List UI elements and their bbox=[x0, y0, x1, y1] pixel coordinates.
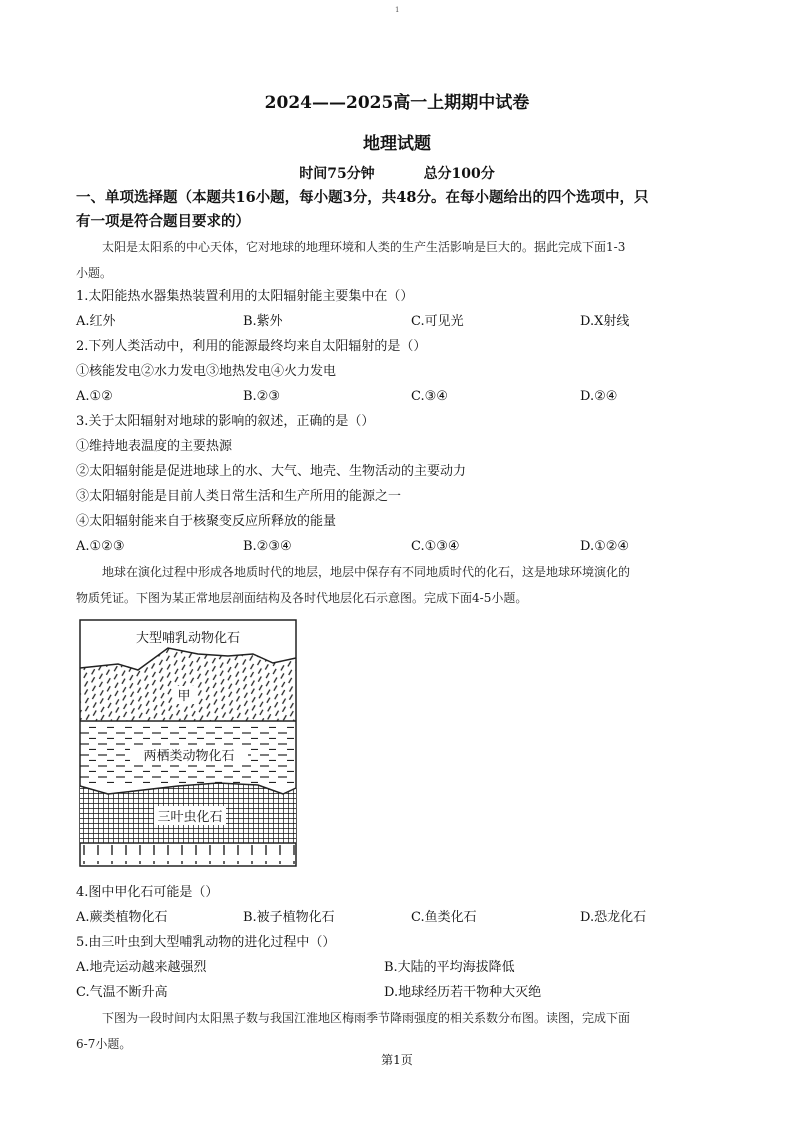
question-1-stem: 1.太阳能热水器集热装置利用的太阳辐射能主要集中在（） bbox=[76, 289, 414, 304]
option-a[interactable]: A.①② bbox=[76, 389, 113, 404]
page-footer: 第1页 bbox=[381, 1053, 413, 1067]
page-header-mark: 1 bbox=[395, 6, 400, 14]
option-c[interactable]: C.③④ bbox=[411, 389, 448, 404]
label-jia: 甲 bbox=[177, 689, 191, 704]
option-d[interactable]: D.②④ bbox=[580, 389, 618, 404]
option-c[interactable]: C.气温不断升高 bbox=[76, 985, 168, 1000]
intro-3-line-1: 下图为一段时间内太阳黑子数与我国江淮地区梅雨季节降雨强度的相关系数分布图。读图，完成下面 bbox=[102, 1011, 631, 1025]
section-1-heading bbox=[76, 186, 726, 234]
intro-1 bbox=[76, 234, 722, 286]
question-3-sub-3: ③太阳辐射能是目前人类日常生活和生产所用的能源之一 bbox=[76, 489, 402, 504]
time-label: 时间75分钟 bbox=[299, 166, 375, 182]
strata-figure bbox=[78, 618, 298, 868]
option-b[interactable]: B.紫外 bbox=[243, 314, 283, 329]
question-3-sub-4: ④太阳辐射能来自于核聚变反应所释放的能量 bbox=[76, 514, 337, 529]
option-d[interactable]: D.X射线 bbox=[580, 314, 630, 329]
question-3-stem: 3.关于太阳辐射对地球的影响的叙述，正确的是（） bbox=[76, 414, 375, 429]
option-d[interactable]: D.恐龙化石 bbox=[580, 910, 647, 925]
option-b[interactable]: B.②③ bbox=[243, 389, 280, 404]
intro-2-line-2: 物质凭证。下图为某正常地层剖面结构及各时代地层化石示意图。完成下面4-5小题。 bbox=[76, 591, 528, 605]
option-b[interactable]: B.被子植物化石 bbox=[243, 910, 335, 925]
option-d[interactable]: D.地球经历若干物种大灭绝 bbox=[384, 985, 542, 1000]
option-b[interactable]: B.大陆的平均海拔降低 bbox=[384, 960, 515, 975]
subject-title: 地理试题 bbox=[363, 134, 431, 154]
question-2-stem: 2.下列人类活动中，利用的能源最终均来自太阳辐射的是（） bbox=[76, 339, 427, 354]
option-c[interactable]: C.鱼类化石 bbox=[411, 910, 477, 925]
question-2-sub-1: ①核能发电②水力发电③地热发电④火力发电 bbox=[76, 364, 337, 379]
intro-2 bbox=[76, 559, 722, 611]
option-d[interactable]: D.①②④ bbox=[580, 539, 630, 554]
question-5-stem: 5.由三叶虫到大型哺乳动物的进化过程中（） bbox=[76, 935, 336, 950]
question-3-sub-2: ②太阳辐射能是促进地球上的水、大气、地壳、生物活动的主要动力 bbox=[76, 464, 467, 479]
exam-title: 2024——2025高一上期期中试卷 bbox=[264, 93, 530, 113]
section-1-line-1: 一、单项选择题（本题共16小题，每小题3分，共48分。在每小题给出的四个选项中，只 bbox=[76, 189, 649, 206]
option-b[interactable]: B.②③④ bbox=[243, 539, 292, 554]
option-c[interactable]: C.可见光 bbox=[411, 314, 464, 329]
option-c[interactable]: C.①③④ bbox=[411, 539, 460, 554]
score-label: 总分100分 bbox=[423, 166, 495, 182]
intro-1-line-1: 太阳是太阳系的中心天体，它对地球的地理环境和人类的生产生活影响是巨大的。据此完成下面1-3 bbox=[102, 240, 626, 254]
intro-3 bbox=[76, 1005, 722, 1057]
option-a[interactable]: A.红外 bbox=[76, 314, 116, 329]
label-trilobite: 三叶虫化石 bbox=[157, 810, 223, 825]
label-amphibian: 两栖类动物化石 bbox=[143, 749, 235, 764]
option-a[interactable]: A.蕨类植物化石 bbox=[76, 910, 168, 925]
intro-1-line-2: 小题。 bbox=[76, 266, 113, 280]
option-a[interactable]: A.①②③ bbox=[76, 539, 125, 554]
section-1-line-2: 有一项是符合题目要求的） bbox=[76, 213, 250, 230]
label-mammal: 大型哺乳动物化石 bbox=[135, 631, 241, 646]
intro-3-line-2: 6-7小题。 bbox=[76, 1037, 132, 1051]
question-4-stem: 4.图中甲化石可能是（） bbox=[76, 885, 219, 900]
layer-base bbox=[80, 845, 296, 864]
intro-2-line-1: 地球在演化过程中形成各地质时代的地层，地层中保存有不同地质时代的化石，这是地球环境演化的 bbox=[102, 565, 631, 579]
question-3-sub-1: ①维持地表温度的主要热源 bbox=[76, 439, 233, 454]
exam-info bbox=[0, 163, 794, 183]
option-a[interactable]: A.地壳运动越来越强烈 bbox=[76, 960, 207, 975]
